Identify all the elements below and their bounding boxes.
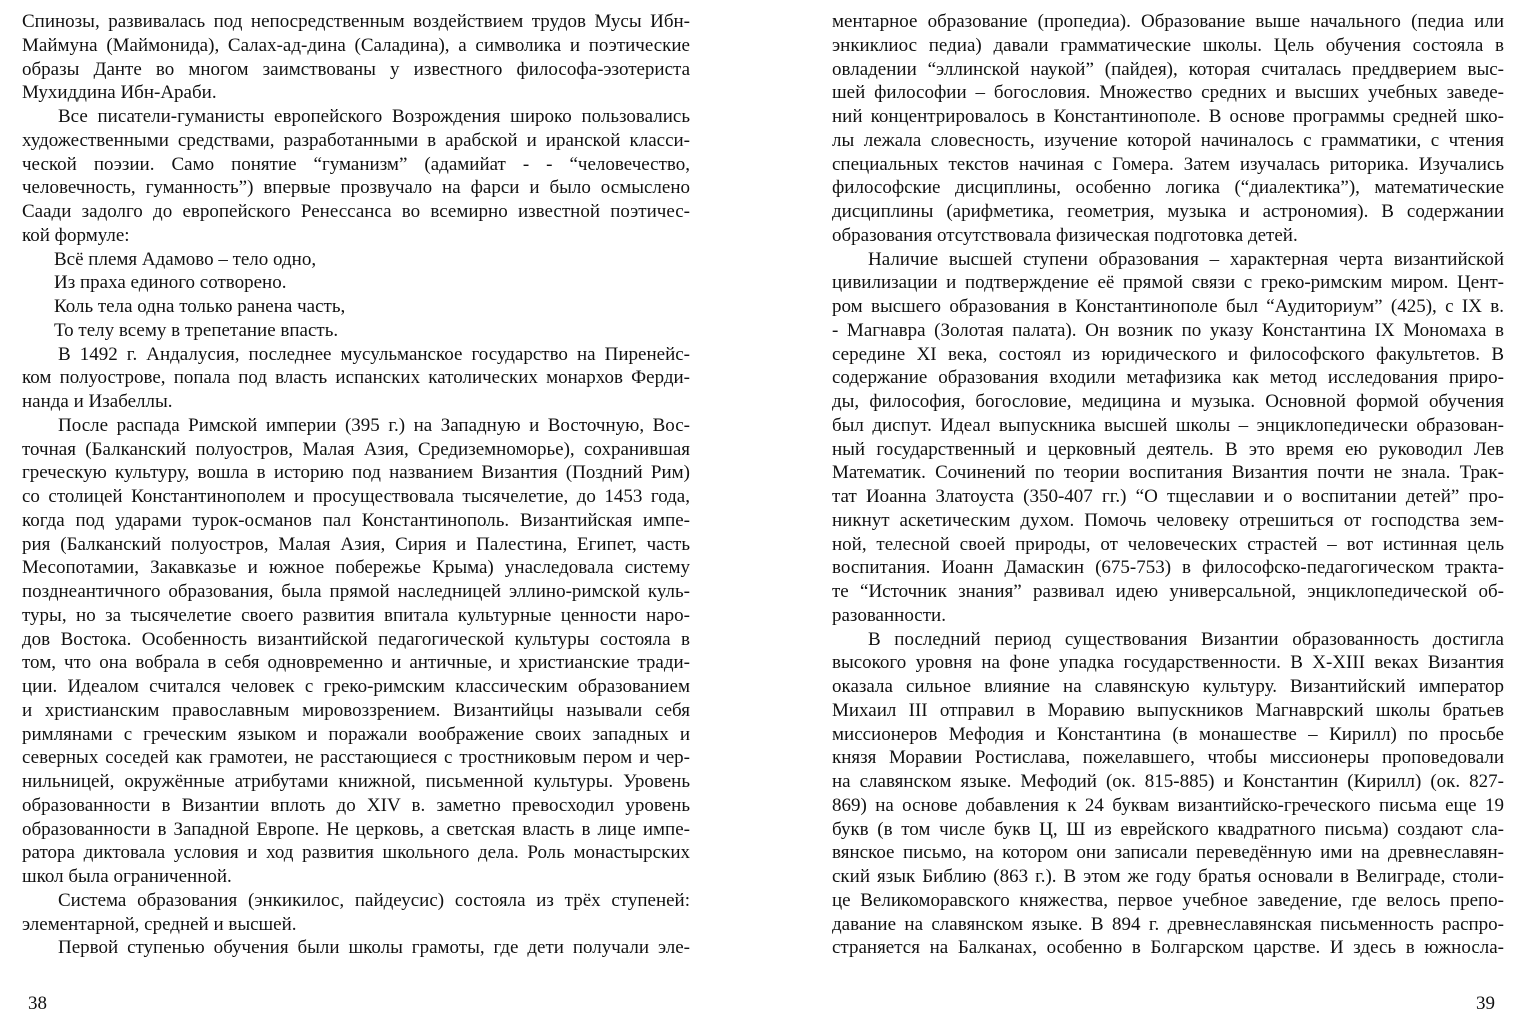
text-line: ком полуострове, попала под власть испанских католических монархов Ферди-: [22, 367, 690, 389]
text-line: греческую культуру, вошла в историю под названием Византия (Поздний Рим): [22, 462, 690, 484]
text-line: В последний период существования Византии образованность достигла: [868, 628, 1504, 650]
text-line: ции. Идеалом считался человек с греко-римским классическим образованием: [22, 676, 690, 697]
text-line: элементарной, средней и высшей.: [22, 913, 297, 935]
text-line: - Магнавра (Золотая палата). Он возник по указу Константина IX Мономаха в: [832, 319, 1504, 341]
text-line: нанда и Изабеллы.: [22, 391, 173, 412]
text-line: был диспут. Идеал выпускника высшей школы – энциклопедически образован-: [832, 414, 1504, 436]
text-line: дов Востока. Особенность византийской педагогической культуры состояла в: [22, 628, 690, 650]
text-line: содержание образования входили метафизика как метод исследования приро-: [832, 367, 1504, 389]
text-line: середине XI века, состоял из юридического и философского факультетов. В: [832, 343, 1504, 365]
text-line: букв (в том числе букв Ц, Ш из еврейского квадратного письма) создают сла-: [832, 818, 1504, 840]
text-line: ром высшего образования в Константинополе был “Аудиториум” (425), с IX в.: [832, 296, 1504, 317]
text-line: ческой поэзии. Само понятие “гуманизм” (адамийат - - “человечество,: [22, 153, 690, 175]
text-line: воспитания. Иоанн Дамаскин (675-753) в философско-педагогическом тракта-: [832, 557, 1504, 579]
text-line: Первой ступенью обучения были школы грамоты, где дети получали эле-: [58, 937, 690, 959]
text-line: миссионеров Мефодия и Константина (в монашестве – Кирилл) по просьбе: [832, 723, 1504, 745]
text-line: туры, но за тысячелетие своего развития впитала культурные ценности наро-: [22, 604, 690, 626]
right-page-text: [832, 10, 1504, 960]
text-line: вянское письмо, на котором они записали переведённую ими на древнеславян-: [832, 842, 1504, 864]
text-line: овладении “эллинской наукой” (пайдея), которая считалась преддверием выс-: [832, 58, 1504, 80]
text-line: ды, философия, богословие, медицина и музыка. Основной формой обучения: [832, 391, 1504, 412]
text-line: лы лежала словесность, изучение которой начиналось с грамматики, с чтения: [832, 129, 1504, 151]
text-line: цивилизации и подтверждение её прямой связи с греко-римским миром. Цент-: [832, 272, 1504, 294]
left-page: [22, 10, 690, 1010]
text-line: князя Моравии Ростислава, пожелавшего, чтобы миссионеры проповедовали: [832, 747, 1504, 769]
text-line: никнут аскетическим духом. Помочь человеку отрешиться от господства зем-: [832, 509, 1504, 531]
text-line: дисциплины (арифметика, геометрия, музыка и астрономия). В содержании: [832, 201, 1504, 222]
text-line: школ была ограниченной.: [22, 866, 232, 887]
text-line: Михаил III отправил в Моравию выпускников Магнаврский школы братьев: [832, 699, 1504, 721]
text-line: образованности в Византии вплоть до XIV в. заметно превосходил уровень: [22, 794, 690, 816]
text-line: Саади задолго до европейского Ренессанса во всемирно известной поэтичес-: [22, 201, 690, 222]
text-line: оказала сильное влияние на славянскую культуру. Византийский император: [832, 676, 1504, 697]
text-line: тат Иоанна Златоуста (350-407 гг.) “О тщеславии и о воспитании детей” про-: [832, 486, 1504, 507]
text-line: Маймуна (Маймонида), Салах-ад-дина (Саладина), а символика и поэтические: [22, 34, 690, 56]
text-line: том, что она вобрала в себя одновременно и античные, и христианские тради-: [22, 652, 690, 674]
text-line: художественными средствами, разработанными в арабской и иранской класси-: [22, 129, 690, 151]
text-line: Система образования (энкикилос, пайдеусис) состояла из трёх ступеней:: [58, 889, 690, 911]
text-line: образованности в Западной Европе. Не церковь, а светская власть в лице импе-: [22, 818, 690, 840]
text-line: 869) на основе добавления к 24 буквам византийско-греческого письма еще 19: [832, 794, 1504, 816]
text-line: Коль тела одна только ранена часть,: [54, 296, 346, 317]
text-line: шей философии – богословия. Множество средних и высших учебных заведе-: [832, 82, 1504, 104]
text-line: ский язык Библию (863 г.). В этом же году братья основали в Велиграде, столи-: [832, 866, 1504, 887]
text-line: на славянском языке. Мефодий (ок. 815-885) и Константин (Кирилл) (ок. 827-: [832, 771, 1504, 792]
text-line: философские дисциплины, особенно логика (“диалектика”), математические: [832, 177, 1504, 199]
text-line: северных соседей как грамотеи, не расстающиеся с тростниковым пером и чер-: [22, 747, 690, 769]
text-line: энкиклиос педиа) давали грамматические школы. Цель обучения состояла в: [832, 34, 1504, 56]
page-number-left: 38: [28, 993, 47, 1014]
text-line: страняется на Балканах, особенно в Болгарском царстве. И здесь в южносла-: [832, 937, 1504, 959]
text-line: Наличие высшей ступени образования – характерная черта византийской: [868, 248, 1504, 270]
right-page: [832, 10, 1504, 1010]
text-line: Месопотамии, Закавказье и южное побережье Крыма) унаследовала систему: [22, 557, 690, 579]
text-line: це Великоморавского княжества, первое учебное заведение, где велось препо-: [832, 889, 1504, 911]
text-line: человечность, гуманность”) впервые прозвучало на фарси и было осмыслено: [22, 177, 690, 199]
text-line: Всё племя Адамово – тело одно,: [54, 248, 317, 270]
text-line: Мухиддина Ибн-Араби.: [22, 82, 217, 104]
text-line: когда под ударами турок-османов пал Константинополь. Византийская импе-: [22, 509, 690, 531]
text-line: те “Источник знания” развивал идею универсальной, энциклопедической об-: [832, 581, 1504, 602]
text-line: ной, телесной своей природы, от человеческих страстей – вот истинная цель: [832, 533, 1504, 555]
text-line: Спинозы, развивалась под непосредственным воздействием трудов Мусы Ибн-: [22, 11, 690, 32]
text-line: позднеантичного образования, была прямой наследницей эллино-римской куль-: [22, 581, 690, 602]
text-line: Математик. Сочинений по теории воспитания Византия почти не знала. Трак-: [832, 462, 1504, 484]
text-line: То телу всему в трепетание впасть.: [54, 319, 339, 341]
text-line: со столицей Константинополем и просуществовала тысячелетие, до 1453 года,: [22, 486, 690, 507]
text-line: Из праха единого сотворено.: [54, 272, 287, 294]
text-line: нильницей, окружённые атрибутами книжной, письменной культуры. Уровень: [22, 771, 690, 792]
text-line: и христианским православным мировоззрением. Византийцы называли себя: [22, 699, 690, 721]
text-line: рия (Балканский полуостров, Малая Азия, Сирия и Палестина, Египет, часть: [22, 533, 690, 555]
text-line: ний концентрировалось в Константинополе. В основе программы средней шко-: [832, 106, 1504, 127]
left-page-text: [22, 10, 690, 960]
text-line: образования отсутствовала физическая подготовка детей.: [832, 224, 1298, 246]
text-line: римлянами с греческим языком и поражали воображение своих западных и: [22, 723, 690, 745]
text-line: точная (Балканский полуостров, Малая Азия, Средиземноморье), сохранившая: [22, 438, 690, 460]
text-line: ный государственный и церковный деятель. В это время ею руководил Лев: [832, 438, 1504, 460]
text-line: ратора диктовала условия и ход развития школьного дела. Роль монастырских: [22, 842, 690, 864]
text-line: Все писатели-гуманисты европейского Возрождения широко пользовались: [58, 106, 690, 127]
text-line: давание на славянском языке. В 894 г. древнеславянская письменность распро-: [832, 913, 1504, 935]
page-number-right: 39: [1476, 993, 1495, 1014]
text-line: кой формуле:: [22, 224, 130, 246]
text-line: специальных текстов начиная с Гомера. Затем изучалась риторика. Изучались: [832, 153, 1504, 175]
text-line: ментарное образование (пропедиа). Образование выше начального (педиа или: [832, 11, 1504, 32]
text-line: После распада Римской империи (395 г.) на Западную и Восточную, Вос-: [58, 414, 690, 436]
text-line: высокого уровня на фоне упадка государственности. В X-XIII веках Византия: [832, 652, 1504, 674]
text-line: В 1492 г. Андалусия, последнее мусульманское государство на Пиренейс-: [58, 343, 690, 365]
text-line: разованности.: [832, 604, 946, 626]
text-line: образы Данте во многом заимствованы у известного философа-эзотериста: [22, 58, 690, 80]
